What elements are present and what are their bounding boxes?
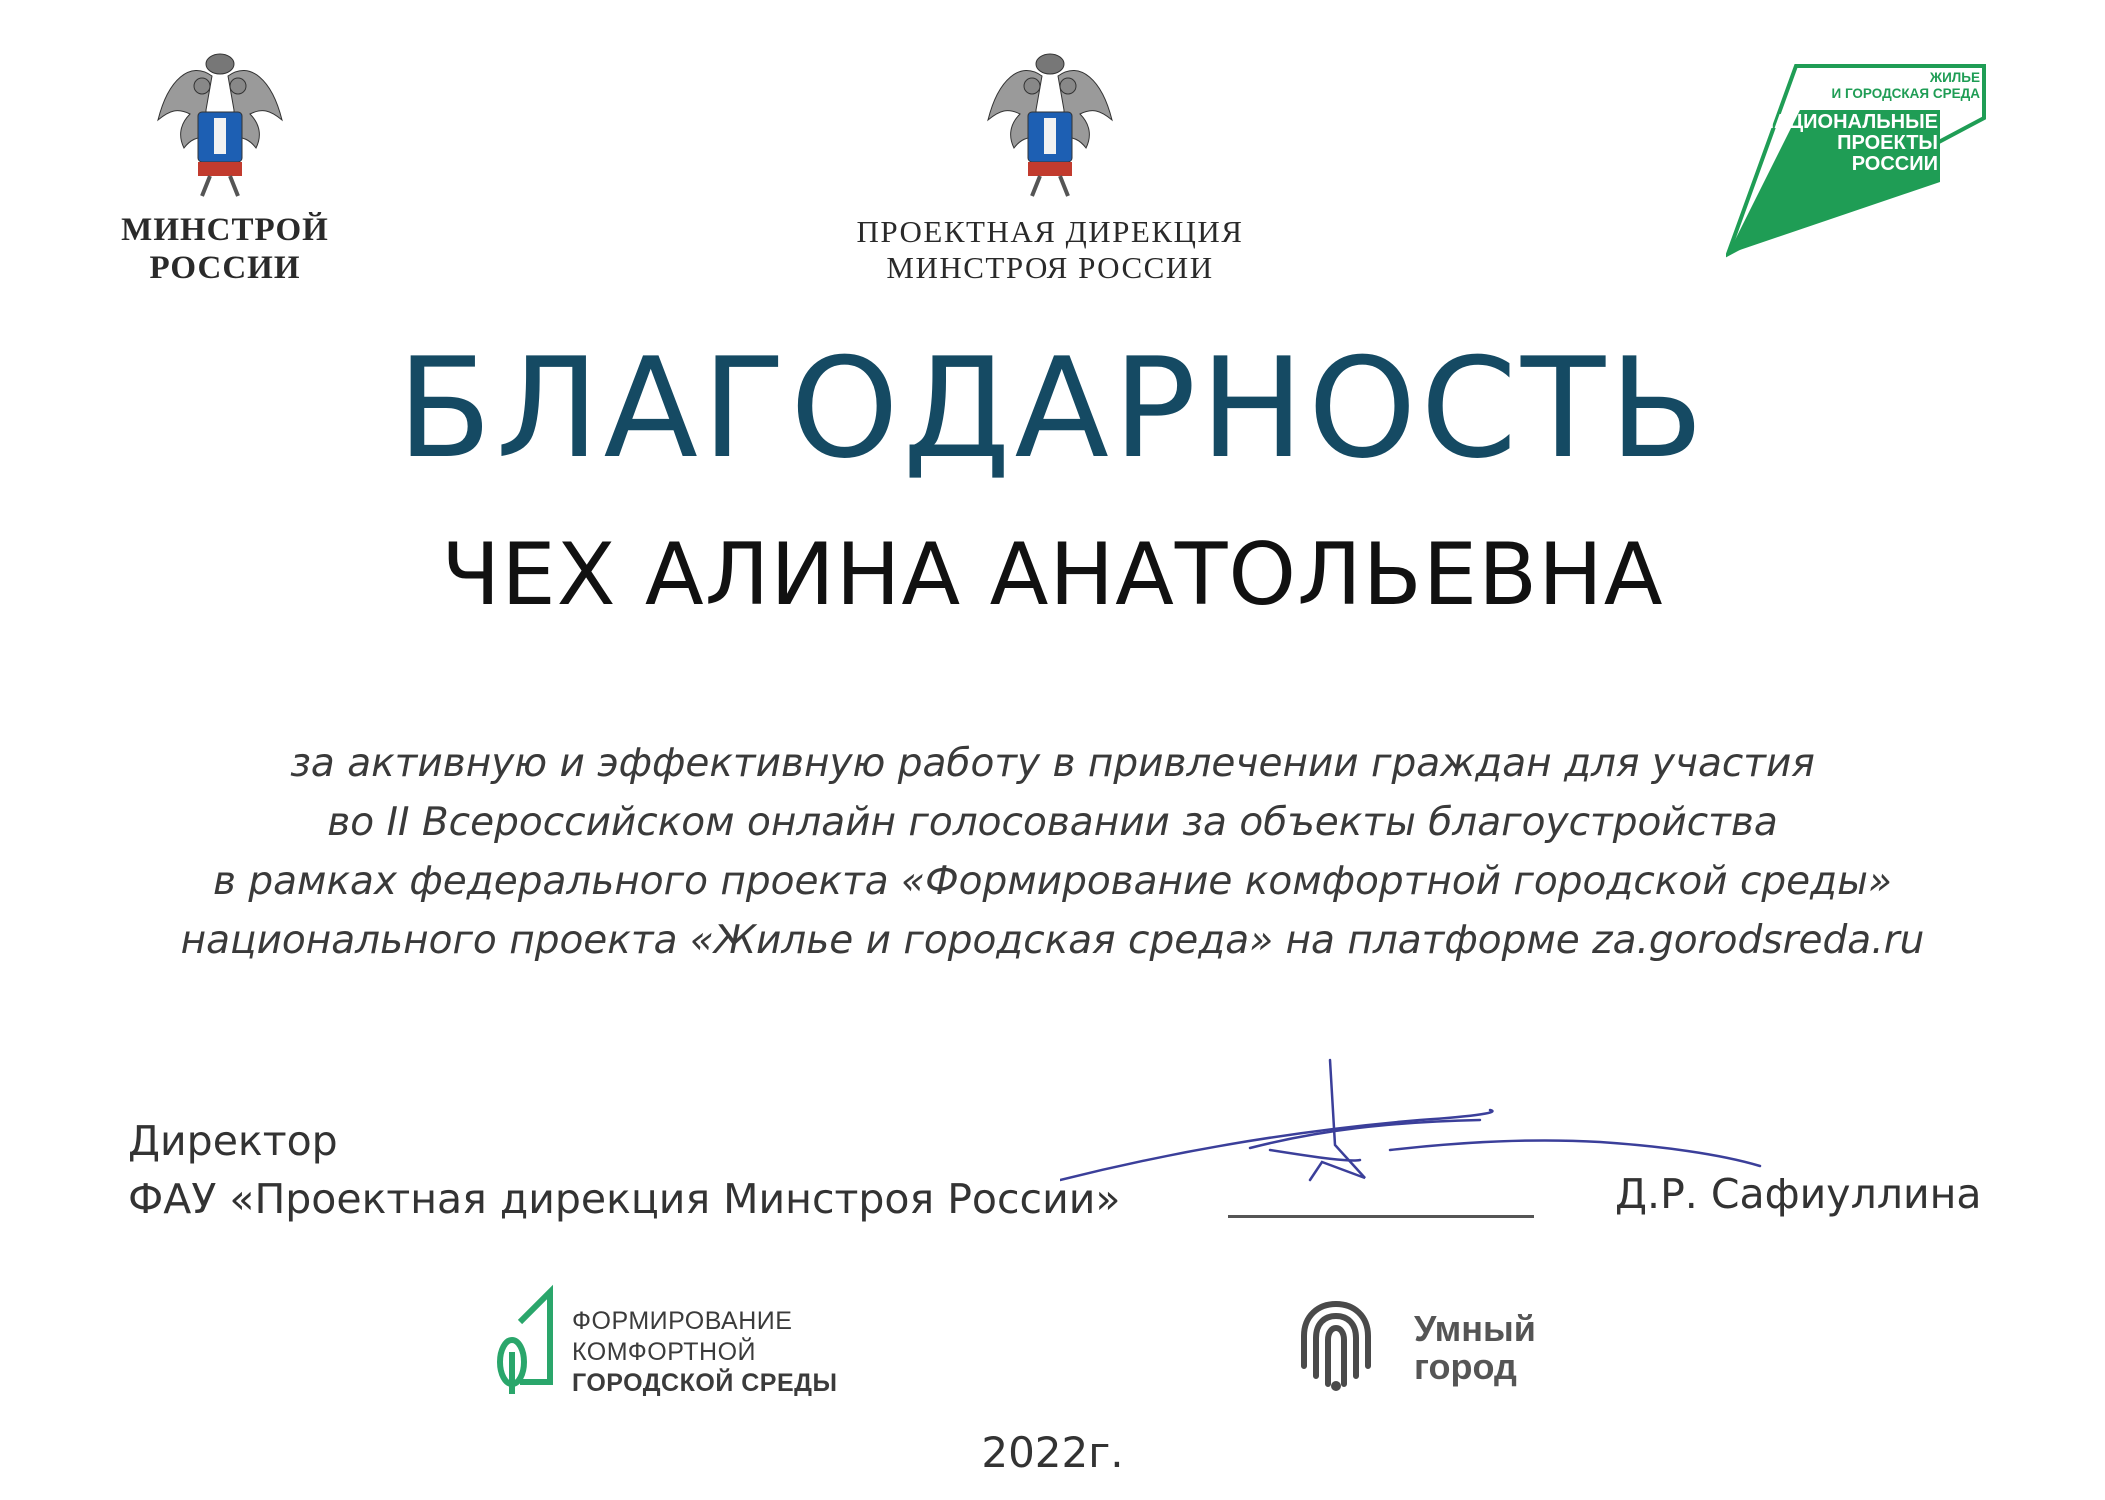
recipient-name: ЧЕХ АЛИНА АНАТОЛЬЕВНА [441,525,1664,625]
double-headed-eagle-emblem [150,50,290,200]
fkgs-line2: КОМФОРТНОЙ [572,1338,757,1366]
signature-line [1228,1215,1534,1218]
minstroy-caption-line2: РОССИИ [149,249,301,286]
directorate-caption-line2: МИНСТРОЯ РОССИИ [886,249,1214,285]
body-line: во II Всероссийском онлайн голосовании за объекты благоустройства [327,800,1778,845]
certificate-year: 2022г. [981,1428,1124,1477]
np-small-line1: ЖИЛЬЕ [1929,70,1980,85]
body-line: за активную и эффективную работу в привлечении граждан для участия [290,741,1815,786]
signer-position [128,1112,1120,1228]
smart-city-line1: Умный [1414,1308,1536,1349]
directorate-caption-line1: ПРОЕКТНАЯ ДИРЕКЦИЯ [856,214,1244,249]
fingerprint-icon [1296,1296,1376,1392]
signer-position-line1: Директор [128,1117,338,1165]
np-big-line2: ПРОЕКТЫ [1837,132,1938,154]
directorate-caption [800,214,1300,285]
fkgs-line1: ФОРМИРОВАНИЕ [572,1307,793,1335]
comfortable-city-logo-text [572,1306,837,1399]
fkgs-line3: ГОРОДСКОЙ СРЕДЫ [572,1369,838,1397]
np-big-line1: НАЦИОНАЛЬНЫЕ [1759,111,1938,133]
national-projects-logo [1726,62,1988,258]
minstroy-caption [90,212,360,288]
smart-city-logo-text [1414,1310,1536,1386]
handwritten-signature [1060,1050,1780,1200]
national-projects-big-text [1738,112,1938,175]
signer-name: Д.Р. Сафиуллина [1615,1170,1982,1218]
certificate-body [60,734,2045,970]
certificate-title: БЛАГОДАРНОСТЬ [397,328,1708,489]
double-headed-eagle-emblem-center [980,50,1120,200]
np-small-line2: И ГОРОДСКАЯ СРЕДА [1831,85,1980,101]
minstroy-caption-line1: МИНСТРОЙ [121,212,329,248]
body-line: национального проекта «Жилье и городская среда» на платформе za.gorodsreda.ru [180,918,1925,963]
comfortable-city-logo-icon [490,1282,560,1398]
np-big-line3: РОССИИ [1851,153,1938,175]
smart-city-line2: город [1414,1346,1517,1387]
body-line: в рамках федерального проекта «Формирование комфортной городской среды» [213,859,1892,904]
signer-position-line2: ФАУ «Проектная дирекция Минстроя России» [128,1175,1121,1223]
national-projects-small-text [1780,70,1980,101]
